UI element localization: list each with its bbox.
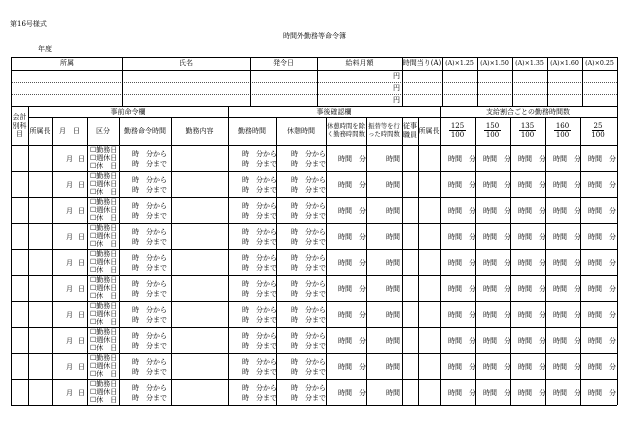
category-workday-checkbox[interactable]: ☐勤務日: [90, 302, 118, 310]
break-from-field[interactable]: 時 分から: [291, 280, 326, 288]
vertical-rule: [119, 117, 120, 405]
rate-hours-field-5[interactable]: 時間 分: [588, 363, 616, 371]
pre-order-section-header: 事前命令欄: [110, 107, 146, 116]
category-weekly-off-checkbox[interactable]: ☐週休日: [90, 206, 118, 214]
category-weekly-off-checkbox[interactable]: ☐週休日: [90, 284, 118, 292]
fraction-denominator: 100: [520, 131, 535, 140]
rate-label-2: (A)×1.50: [480, 59, 509, 67]
vertical-rule: [475, 117, 476, 405]
break-hours-header: 休憩時間: [287, 126, 315, 135]
horizontal-rule: [11, 82, 617, 83]
rate-label-4: (A)×1.60: [550, 59, 579, 67]
rate-hours-field-1[interactable]: 時間 分: [448, 311, 476, 319]
vertical-rule: [171, 117, 172, 405]
hours-excl-break-field[interactable]: 時間 分: [338, 207, 366, 215]
substitute-hours-field[interactable]: 時間: [386, 181, 400, 189]
category-holiday-checkbox[interactable]: ☐休 日: [90, 344, 118, 352]
rate-hours-field-4[interactable]: 時間 分: [553, 389, 581, 397]
work-from-field[interactable]: 時 分から: [242, 150, 277, 158]
table-row: [0, 301, 630, 327]
work-to-field[interactable]: 時 分まで: [242, 342, 277, 350]
ordered-from-field[interactable]: 時 分から: [132, 150, 167, 158]
rate-hours-field-3[interactable]: 時間 分: [518, 285, 546, 293]
vertical-rule: [276, 117, 277, 405]
day-field[interactable]: 日: [78, 363, 85, 371]
rate-hours-field-5[interactable]: 時間 分: [588, 233, 616, 241]
break-to-field[interactable]: 時 分まで: [291, 212, 326, 220]
rate-hours-field-3[interactable]: 時間 分: [518, 233, 546, 241]
rate-hours-field-1[interactable]: 時間 分: [448, 337, 476, 345]
category-weekly-off-checkbox[interactable]: ☐週休日: [90, 388, 118, 396]
vertical-rule: [510, 117, 511, 405]
horizontal-rule: [11, 405, 617, 406]
work-to-field[interactable]: 時 分まで: [242, 394, 277, 402]
horizontal-rule: [11, 327, 617, 328]
rate-hours-field-1[interactable]: 時間 分: [448, 155, 476, 163]
work-hours-header: 勤務時間: [238, 126, 266, 135]
category-holiday-checkbox[interactable]: ☐休 日: [90, 214, 118, 222]
work-from-field[interactable]: 時 分から: [242, 384, 277, 392]
category-workday-checkbox[interactable]: ☐勤務日: [90, 172, 118, 180]
day-field[interactable]: 日: [78, 181, 85, 189]
hours-excl-break-field[interactable]: 時間 分: [338, 389, 366, 397]
day-field[interactable]: 日: [78, 233, 85, 241]
work-from-field[interactable]: 時 分から: [242, 358, 277, 366]
rate-hours-field-2[interactable]: 時間 分: [483, 155, 511, 163]
ordered-to-field[interactable]: 時 分まで: [132, 342, 167, 350]
vertical-rule: [366, 117, 367, 405]
ordered-from-field[interactable]: 時 分から: [132, 176, 167, 184]
yen-unit: 円: [393, 84, 400, 92]
rate-hours-field-2[interactable]: 時間 分: [483, 181, 511, 189]
rate-hours-field-3[interactable]: 時間 分: [518, 155, 546, 163]
horizontal-rule: [11, 223, 617, 224]
fraction-denominator: 100: [555, 131, 570, 140]
form-title: 時間外勤務等命令簿: [283, 32, 346, 40]
rate-hours-field-5[interactable]: 時間 分: [588, 155, 616, 163]
category-workday-checkbox[interactable]: ☐勤務日: [90, 146, 118, 154]
table-row: [0, 275, 630, 301]
rate-hours-field-4[interactable]: 時間 分: [553, 155, 581, 163]
month-field[interactable]: 月: [66, 207, 73, 215]
rate-hours-field-4[interactable]: 時間 分: [553, 311, 581, 319]
category-header: 区分: [96, 126, 110, 135]
break-to-field[interactable]: 時 分まで: [291, 316, 326, 324]
work-from-field[interactable]: 時 分から: [242, 280, 277, 288]
rate-fraction-header-4: [545, 119, 580, 143]
vertical-rule: [545, 117, 546, 405]
rate-hours-field-2[interactable]: 時間 分: [483, 259, 511, 267]
category-workday-checkbox[interactable]: ☐勤務日: [90, 354, 118, 362]
vertical-rule: [617, 57, 618, 106]
table-row: [0, 197, 630, 223]
vertical-rule: [477, 57, 478, 106]
vertical-rule: [52, 117, 53, 405]
rate-hours-field-2[interactable]: 時間 分: [483, 311, 511, 319]
break-to-field[interactable]: 時 分まで: [291, 368, 326, 376]
horizontal-rule: [11, 171, 617, 172]
ordered-from-field[interactable]: 時 分から: [132, 228, 167, 236]
horizontal-rule: [11, 70, 617, 71]
hours-excl-break-field[interactable]: 時間 分: [338, 311, 366, 319]
rate-hours-field-2[interactable]: 時間 分: [483, 363, 511, 371]
fraction-numerator: 125: [450, 121, 465, 130]
rate-hours-field-4[interactable]: 時間 分: [553, 259, 581, 267]
break-to-field[interactable]: 時 分まで: [291, 342, 326, 350]
category-holiday-checkbox[interactable]: ☐休 日: [90, 370, 118, 378]
vertical-rule: [580, 117, 581, 405]
vertical-rule: [11, 106, 12, 405]
day-field[interactable]: 日: [78, 259, 85, 267]
category-holiday-checkbox[interactable]: ☐休 日: [90, 162, 118, 170]
rate-hours-field-4[interactable]: 時間 分: [553, 207, 581, 215]
vertical-rule: [250, 57, 251, 106]
rate-hours-field-5[interactable]: 時間 分: [588, 259, 616, 267]
vertical-rule: [547, 57, 548, 106]
day-field[interactable]: 日: [78, 389, 85, 397]
month-field[interactable]: 月: [66, 311, 73, 319]
work-to-field[interactable]: 時 分まで: [242, 238, 277, 246]
rate-hours-field-3[interactable]: 時間 分: [518, 363, 546, 371]
category-workday-checkbox[interactable]: ☐勤務日: [90, 380, 118, 388]
work-to-field[interactable]: 時 分まで: [242, 368, 277, 376]
month-field[interactable]: 月: [66, 259, 73, 267]
ordered-from-field[interactable]: 時 分から: [132, 384, 167, 392]
work-to-field[interactable]: 時 分まで: [242, 264, 277, 272]
substitute-hours-field[interactable]: 時間: [386, 389, 400, 397]
rate-hours-field-1[interactable]: 時間 分: [448, 259, 476, 267]
ordered-to-field[interactable]: 時 分まで: [132, 264, 167, 272]
month-field[interactable]: 月: [66, 181, 73, 189]
ordered-to-field[interactable]: 時 分まで: [132, 394, 167, 402]
ordered-from-field[interactable]: 時 分から: [132, 280, 167, 288]
rate-hours-field-3[interactable]: 時間 分: [518, 181, 546, 189]
day-field[interactable]: 日: [78, 337, 85, 345]
month-field[interactable]: 月: [66, 363, 73, 371]
horizontal-rule: [28, 117, 617, 118]
rate-label-3: (A)×1.35: [515, 59, 544, 67]
rate-hours-field-4[interactable]: 時間 分: [553, 233, 581, 241]
rate-fraction-header-5: [580, 119, 616, 143]
day-field[interactable]: 日: [78, 155, 85, 163]
day-field[interactable]: 日: [78, 207, 85, 215]
substitute-hours-header: 振替等を行った時間数: [368, 123, 400, 138]
rate-hours-field-4[interactable]: 時間 分: [553, 181, 581, 189]
table-row: [0, 379, 630, 405]
affiliation-label: 所属: [60, 59, 74, 68]
ordered-to-field[interactable]: 時 分まで: [132, 186, 167, 194]
hours-excl-break-field[interactable]: 時間 分: [338, 259, 366, 267]
yen-unit: 円: [393, 72, 400, 80]
category-workday-checkbox[interactable]: ☐勤務日: [90, 276, 118, 284]
break-from-field[interactable]: 時 分から: [291, 306, 326, 314]
rate-hours-field-5[interactable]: 時間 分: [588, 207, 616, 215]
horizontal-rule: [11, 249, 617, 250]
rate-hours-field-2[interactable]: 時間 分: [483, 337, 511, 345]
chief-header: 所属長: [29, 126, 51, 135]
ordered-to-field[interactable]: 時 分まで: [132, 368, 167, 376]
substitute-hours-field[interactable]: 時間: [386, 207, 400, 215]
work-to-field[interactable]: 時 分まで: [242, 160, 277, 168]
substitute-hours-field[interactable]: 時間: [386, 363, 400, 371]
ordered-hours-header: 勤務命令時間: [124, 126, 166, 135]
work-from-field[interactable]: 時 分から: [242, 254, 277, 262]
ordered-to-field[interactable]: 時 分まで: [132, 160, 167, 168]
vertical-rule: [582, 57, 583, 106]
work-to-field[interactable]: 時 分まで: [242, 212, 277, 220]
work-content-header: 勤務内容: [185, 126, 214, 135]
work-to-field[interactable]: 時 分まで: [242, 316, 277, 324]
month-field[interactable]: 月: [66, 233, 73, 241]
break-from-field[interactable]: 時 分から: [291, 254, 326, 262]
category-holiday-checkbox[interactable]: ☐休 日: [90, 318, 118, 326]
chief2-header: 所属長: [418, 126, 440, 135]
hours-excl-break-field[interactable]: 時間 分: [338, 155, 366, 163]
vertical-rule: [512, 57, 513, 106]
rate-hours-field-2[interactable]: 時間 分: [483, 233, 511, 241]
horizontal-rule: [11, 106, 617, 107]
rate-hours-field-2[interactable]: 時間 分: [483, 389, 511, 397]
substitute-hours-field[interactable]: 時間: [386, 155, 400, 163]
hours-excluding-break-header: 休憩時間を除く勤務時間数: [327, 123, 365, 138]
employee-header: 従事職員: [403, 122, 417, 139]
rate-hours-field-4[interactable]: 時間 分: [553, 285, 581, 293]
break-from-field[interactable]: 時 分から: [291, 228, 326, 236]
category-weekly-off-checkbox[interactable]: ☐週休日: [90, 232, 118, 240]
horizontal-rule: [11, 57, 617, 58]
work-from-field[interactable]: 時 分から: [242, 332, 277, 340]
category-holiday-checkbox[interactable]: ☐休 日: [90, 396, 118, 404]
rate-hours-field-1[interactable]: 時間 分: [448, 389, 476, 397]
month-field[interactable]: 月: [66, 155, 73, 163]
vertical-rule: [11, 57, 12, 106]
hours-excl-break-field[interactable]: 時間 分: [338, 285, 366, 293]
fraction-denominator: 100: [485, 131, 500, 140]
category-holiday-checkbox[interactable]: ☐休 日: [90, 292, 118, 300]
yen-unit: 円: [393, 96, 400, 104]
vertical-rule: [617, 106, 618, 405]
ordered-from-field[interactable]: 時 分から: [132, 202, 167, 210]
vertical-rule: [402, 117, 403, 405]
rate-hours-field-2[interactable]: 時間 分: [483, 285, 511, 293]
work-to-field[interactable]: 時 分まで: [242, 290, 277, 298]
substitute-hours-field[interactable]: 時間: [386, 259, 400, 267]
vertical-rule: [326, 117, 327, 405]
rate-hours-field-1[interactable]: 時間 分: [448, 207, 476, 215]
hours-excl-break-field[interactable]: 時間 分: [338, 337, 366, 345]
work-from-field[interactable]: 時 分から: [242, 306, 277, 314]
rate-fraction-header-1: [440, 119, 475, 143]
substitute-hours-field[interactable]: 時間: [386, 311, 400, 319]
work-from-field[interactable]: 時 分から: [242, 176, 277, 184]
rate-hours-field-3[interactable]: 時間 分: [518, 207, 546, 215]
break-to-field[interactable]: 時 分まで: [291, 394, 326, 402]
category-weekly-off-checkbox[interactable]: ☐週休日: [90, 180, 118, 188]
rate-label-5: (A)×0.25: [585, 59, 614, 67]
rate-hours-field-5[interactable]: 時間 分: [588, 337, 616, 345]
vertical-rule: [317, 57, 318, 106]
rate-hours-field-3[interactable]: 時間 分: [518, 259, 546, 267]
category-weekly-off-checkbox[interactable]: ☐週休日: [90, 258, 118, 266]
work-to-field[interactable]: 時 分まで: [242, 186, 277, 194]
hours-excl-break-field[interactable]: 時間 分: [338, 363, 366, 371]
vertical-rule: [228, 106, 229, 405]
category-weekly-off-checkbox[interactable]: ☐週休日: [90, 154, 118, 162]
work-from-field[interactable]: 時 分から: [242, 228, 277, 236]
vertical-rule: [440, 106, 441, 405]
rate-hours-field-5[interactable]: 時間 分: [588, 285, 616, 293]
rate-hours-field-4[interactable]: 時間 分: [553, 337, 581, 345]
post-confirm-section-header: 事後確認欄: [316, 107, 352, 116]
ordered-to-field[interactable]: 時 分まで: [132, 238, 167, 246]
fraction-numerator: 25: [593, 121, 603, 130]
hours-excl-break-field[interactable]: 時間 分: [338, 233, 366, 241]
month-day-header: 月 日: [59, 126, 80, 135]
break-to-field[interactable]: 時 分まで: [291, 290, 326, 298]
substitute-hours-field[interactable]: 時間: [386, 233, 400, 241]
break-from-field[interactable]: 時 分から: [291, 176, 326, 184]
month-field[interactable]: 月: [66, 337, 73, 345]
category-workday-checkbox[interactable]: ☐勤務日: [90, 224, 118, 232]
form-number-label: 第16号様式: [10, 20, 47, 28]
category-workday-checkbox[interactable]: ☐勤務日: [90, 198, 118, 206]
rate-section-header: 支給割合ごとの勤務時間数: [486, 107, 570, 116]
table-row: [0, 249, 630, 275]
issue-date-label: 発令日: [273, 59, 294, 68]
ordered-to-field[interactable]: 時 分まで: [132, 212, 167, 220]
rate-hours-field-3[interactable]: 時間 分: [518, 337, 546, 345]
vertical-rule: [28, 106, 29, 405]
substitute-hours-field[interactable]: 時間: [386, 285, 400, 293]
monthly-salary-label: 給料月額: [345, 59, 374, 68]
rate-fraction-header-3: [510, 119, 545, 143]
fraction-denominator: 100: [591, 131, 605, 140]
category-weekly-off-checkbox[interactable]: ☐週休日: [90, 362, 118, 370]
rate-hours-field-5[interactable]: 時間 分: [588, 181, 616, 189]
hours-excl-break-field[interactable]: 時間 分: [338, 181, 366, 189]
hourly-rate-label: 時間当り(A): [402, 59, 442, 68]
fraction-numerator: 160: [555, 121, 570, 130]
break-to-field[interactable]: 時 分まで: [291, 238, 326, 246]
horizontal-rule: [11, 379, 617, 380]
rate-hours-field-5[interactable]: 時間 分: [588, 389, 616, 397]
month-field[interactable]: 月: [66, 389, 73, 397]
category-workday-checkbox[interactable]: ☐勤務日: [90, 250, 118, 258]
ordered-from-field[interactable]: 時 分から: [132, 254, 167, 262]
horizontal-rule: [11, 94, 617, 95]
break-to-field[interactable]: 時 分まで: [291, 186, 326, 194]
table-row: [0, 145, 630, 171]
break-from-field[interactable]: 時 分から: [291, 332, 326, 340]
category-holiday-checkbox[interactable]: ☐休 日: [90, 188, 118, 196]
rate-hours-field-3[interactable]: 時間 分: [518, 389, 546, 397]
vertical-rule: [442, 57, 443, 106]
accounting-subject-header: 会計別科目: [12, 112, 27, 139]
category-holiday-checkbox[interactable]: ☐休 日: [90, 240, 118, 248]
day-field[interactable]: 日: [78, 311, 85, 319]
category-weekly-off-checkbox[interactable]: ☐週休日: [90, 336, 118, 344]
horizontal-rule: [11, 353, 617, 354]
ordered-to-field[interactable]: 時 分まで: [132, 316, 167, 324]
break-from-field[interactable]: 時 分から: [291, 202, 326, 210]
category-workday-checkbox[interactable]: ☐勤務日: [90, 328, 118, 336]
category-weekly-off-checkbox[interactable]: ☐週休日: [90, 310, 118, 318]
break-from-field[interactable]: 時 分から: [291, 150, 326, 158]
vertical-rule: [402, 57, 403, 106]
ordered-from-field[interactable]: 時 分から: [132, 358, 167, 366]
ordered-from-field[interactable]: 時 分から: [132, 306, 167, 314]
rate-fraction-header-2: [475, 119, 510, 143]
table-row: [0, 223, 630, 249]
rate-hours-field-2[interactable]: 時間 分: [483, 207, 511, 215]
rate-hours-field-1[interactable]: 時間 分: [448, 181, 476, 189]
break-from-field[interactable]: 時 分から: [291, 358, 326, 366]
rate-hours-field-1[interactable]: 時間 分: [448, 363, 476, 371]
rate-label-1: (A)×1.25: [445, 59, 474, 67]
fraction-denominator: 100: [450, 131, 465, 140]
horizontal-rule: [11, 301, 617, 302]
break-from-field[interactable]: 時 分から: [291, 384, 326, 392]
category-holiday-checkbox[interactable]: ☐休 日: [90, 266, 118, 274]
vertical-rule: [418, 117, 419, 405]
fraction-numerator: 135: [520, 121, 535, 130]
horizontal-rule: [11, 275, 617, 276]
vertical-rule: [122, 57, 123, 106]
rate-hours-field-5[interactable]: 時間 分: [588, 311, 616, 319]
ordered-from-field[interactable]: 時 分から: [132, 332, 167, 340]
fraction-numerator: 150: [485, 121, 500, 130]
rate-hours-field-1[interactable]: 時間 分: [448, 285, 476, 293]
substitute-hours-field[interactable]: 時間: [386, 337, 400, 345]
table-row: [0, 327, 630, 353]
work-from-field[interactable]: 時 分から: [242, 202, 277, 210]
day-field[interactable]: 日: [78, 285, 85, 293]
name-label: 氏名: [179, 59, 193, 68]
ordered-to-field[interactable]: 時 分まで: [132, 290, 167, 298]
rate-hours-field-4[interactable]: 時間 分: [553, 363, 581, 371]
month-field[interactable]: 月: [66, 285, 73, 293]
table-row: [0, 171, 630, 197]
table-row: [0, 353, 630, 379]
break-to-field[interactable]: 時 分まで: [291, 160, 326, 168]
horizontal-rule: [11, 197, 617, 198]
fiscal-year-label: 年度: [38, 45, 52, 53]
rate-hours-field-3[interactable]: 時間 分: [518, 311, 546, 319]
break-to-field[interactable]: 時 分まで: [291, 264, 326, 272]
horizontal-rule: [11, 145, 617, 146]
rate-hours-field-1[interactable]: 時間 分: [448, 233, 476, 241]
vertical-rule: [87, 117, 88, 405]
